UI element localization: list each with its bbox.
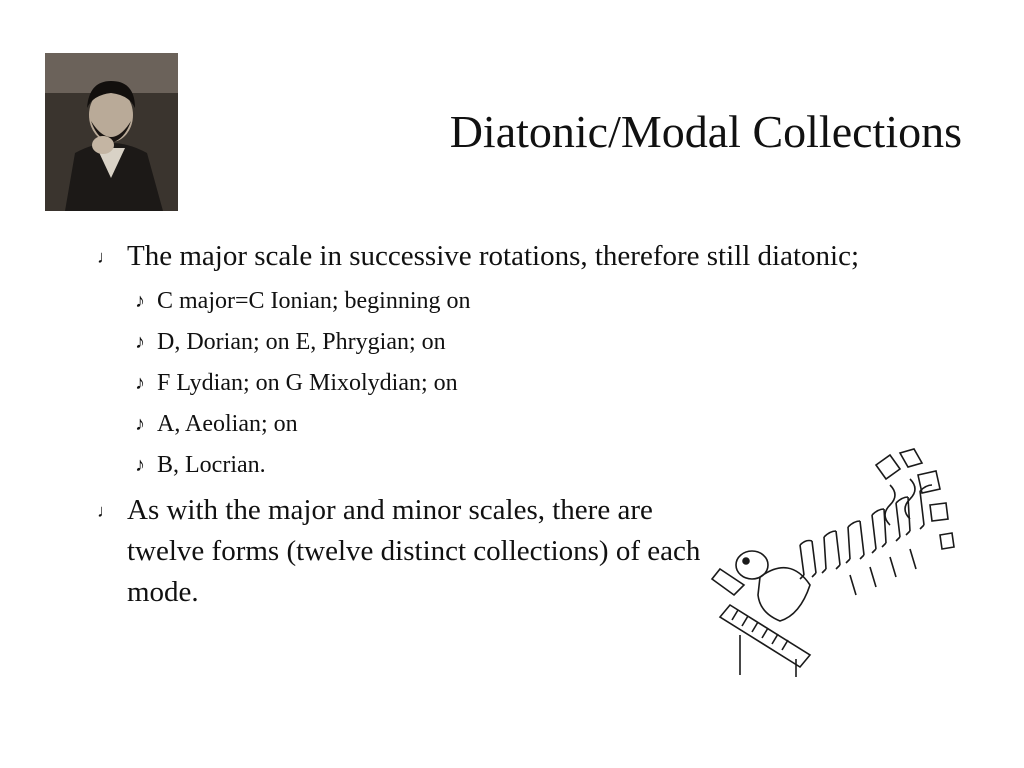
sub-bullet-item [97, 404, 957, 445]
bullet-item [97, 236, 957, 277]
sub-bullet-item [97, 281, 957, 322]
pianist-sketch-illustration [700, 445, 956, 681]
sub-bullet-text: F Lydian; on G Mixolydian; on [157, 370, 458, 396]
music-note-icon: ♪ [135, 290, 145, 312]
bullet-item [97, 490, 707, 613]
slide-title: Diatonic/Modal Collections [449, 106, 962, 157]
sub-bullet-text: B, Locrian. [157, 452, 266, 478]
sub-bullet-text: D, Dorian; on E, Phrygian; on [157, 329, 446, 355]
music-note-icon: ♪ [135, 372, 145, 394]
bullet-text: As with the major and minor scales, there are twelve forms (twelve distinct collections) of each mode. [127, 494, 701, 608]
music-note-icon: ♪ [135, 331, 145, 353]
sub-bullet-text: C major=C Ionian; beginning on [157, 288, 471, 314]
music-note-icon: ♪ [135, 413, 145, 435]
sub-bullet-item [97, 363, 957, 404]
music-note-icon: ♩ [97, 501, 115, 521]
sub-bullet-text: A, Aeolian; on [157, 411, 298, 437]
music-note-icon: ♩ [97, 247, 115, 267]
sub-bullet-item [97, 322, 957, 363]
bullet-text: The major scale in successive rotations, therefore still diatonic; [127, 240, 860, 272]
composer-portrait-photo [45, 53, 178, 211]
music-note-icon: ♪ [135, 454, 145, 476]
